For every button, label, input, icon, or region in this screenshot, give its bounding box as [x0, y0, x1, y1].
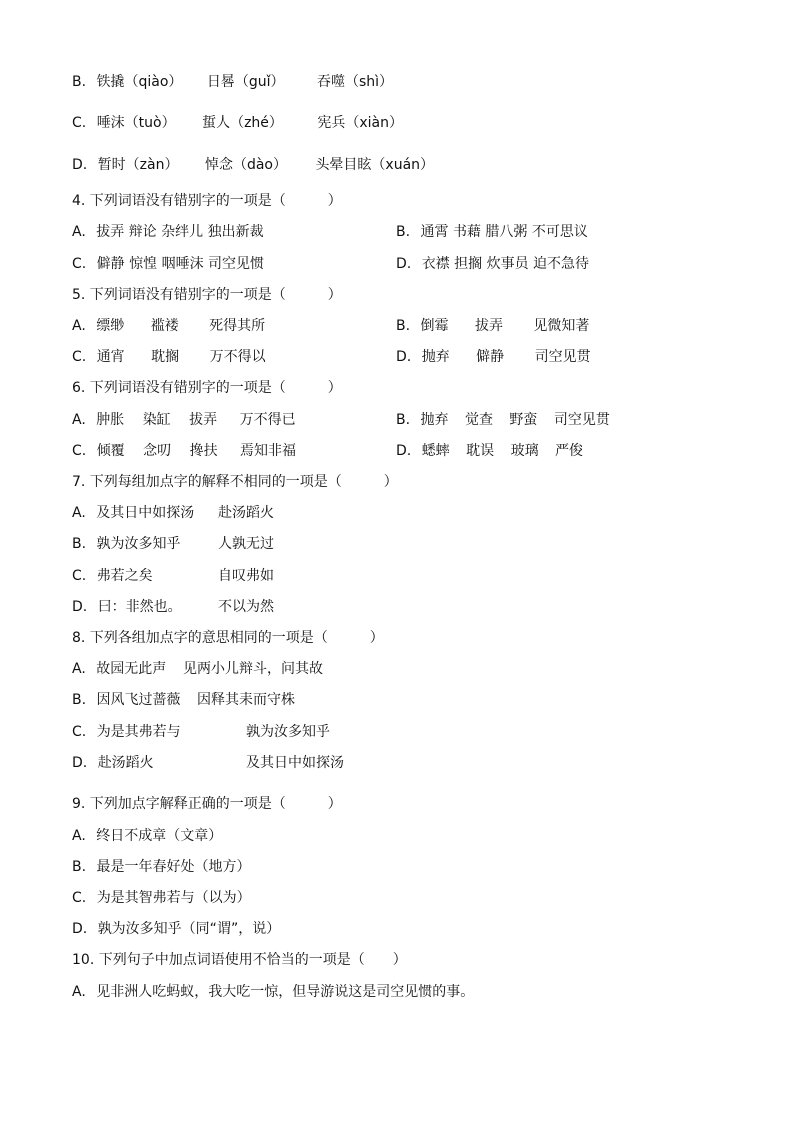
option-item: 通宵	[96, 349, 125, 365]
option-item: 见微知著	[533, 318, 590, 334]
q8-option-b	[72, 690, 181, 710]
question-9-stem: 9. 下列加点字解释正确的一项是（ ）	[72, 796, 342, 812]
option-item: 蟋蟀	[421, 443, 450, 459]
option-label: C.	[72, 724, 87, 740]
question-5-stem: 5. 下列词语没有错别字的一项是（ ）	[72, 287, 342, 303]
option-item: 倒霉	[420, 318, 449, 334]
option-right: 见两小儿辩斗，问其故	[183, 661, 323, 677]
option-item: 严俊	[555, 443, 584, 459]
q9-option-b	[72, 857, 251, 877]
q6-option-a	[72, 410, 296, 430]
option-label: B.	[396, 412, 411, 428]
option-label: C.	[72, 568, 87, 584]
option-label: A.	[72, 828, 86, 844]
q3-option-d	[72, 155, 434, 175]
option-item: 野蛮	[509, 412, 538, 428]
option-text: 拔弄 辩论 杂绊儿 独出新裁	[96, 224, 264, 240]
option-item: 吞噬（shì）	[317, 74, 394, 90]
q9-option-d	[72, 919, 280, 939]
q7-option-d	[72, 597, 182, 617]
option-label: C.	[72, 256, 87, 272]
q8-option-a	[72, 659, 166, 679]
option-text: 为是其智弗若与（以为）	[96, 890, 251, 906]
option-label: A.	[72, 412, 86, 428]
option-right: 赴汤蹈火	[218, 505, 274, 521]
option-item: 蜇人（zhé）	[202, 115, 283, 131]
option-text: 见非洲人吃蚂蚁，我大吃一惊，但导游说这是司空见惯的事。	[96, 984, 475, 1000]
q7-option-b	[72, 534, 181, 554]
option-item: 头晕目眩（xuán）	[315, 157, 435, 173]
option-item: 玻璃	[510, 443, 539, 459]
option-right: 不以为然	[218, 599, 274, 615]
q10-option-a	[72, 982, 474, 1002]
option-right: 自叹弗如	[218, 568, 274, 584]
question-4-stem: 4. 下列词语没有错别字的一项是（ ）	[72, 193, 342, 209]
option-left: 为是其弗若与	[96, 724, 181, 740]
q7-option-a	[72, 503, 194, 523]
q3-option-b	[72, 72, 393, 92]
option-text: 僻静 惊惶 咽唾沫 司空见惯	[96, 256, 265, 272]
q6-option-d	[396, 441, 583, 461]
option-item: 焉知非福	[240, 443, 297, 459]
q4-option-d	[396, 254, 589, 274]
q4-option-a	[72, 222, 264, 242]
option-label: B.	[396, 318, 411, 334]
option-label: D.	[396, 256, 412, 272]
option-item: 僻静	[476, 349, 505, 365]
option-text: 终日不成章（文章）	[96, 828, 223, 844]
option-item: 缥缈	[96, 318, 125, 334]
question-6-stem: 6. 下列词语没有错别字的一项是（ ）	[72, 380, 342, 396]
option-item: 抛弃	[421, 349, 450, 365]
option-left: 及其日中如探汤	[96, 505, 195, 521]
option-label: D.	[396, 443, 412, 459]
option-label: D.	[72, 599, 88, 615]
option-text: 通霄 书藉 腊八粥 不可思议	[420, 224, 588, 240]
option-item: 耽搁	[151, 349, 180, 365]
q5-option-b	[396, 316, 589, 336]
option-left: 故园无此声	[96, 661, 167, 677]
q8-option-c	[72, 722, 181, 742]
q4-option-b	[396, 222, 588, 242]
option-left: 弗若之矣	[96, 568, 153, 584]
q4-option-c	[72, 254, 264, 274]
q5-option-a	[72, 316, 265, 336]
option-label: B.	[72, 536, 87, 552]
q9-option-a	[72, 826, 222, 846]
q5-option-d	[396, 347, 591, 367]
option-label: A.	[72, 318, 86, 334]
q7-option-c	[72, 566, 153, 586]
option-item: 司空见贯	[553, 412, 610, 428]
option-right: 及其日中如探汤	[246, 755, 344, 771]
option-item: 拔弄	[189, 412, 218, 428]
option-text: 最是一年春好处（地方）	[96, 859, 251, 875]
option-label: D.	[72, 921, 88, 937]
option-left: 因风飞过蔷薇	[96, 692, 181, 708]
option-left: 曰：非然也。	[97, 599, 182, 615]
option-item: 暂时（zàn）	[97, 157, 179, 173]
question-8-stem: 8. 下列各组加点字的意思相同的一项是（ ）	[72, 630, 384, 646]
option-item: 抛弃	[420, 412, 449, 428]
option-label: C.	[72, 115, 87, 131]
option-item: 宪兵（xiàn）	[317, 115, 404, 131]
option-item: 悼念（dào）	[204, 157, 287, 173]
option-label: A.	[72, 661, 86, 677]
option-left: 孰为汝多知乎	[96, 536, 181, 552]
option-label: A.	[72, 224, 86, 240]
option-label: A.	[72, 984, 86, 1000]
option-item: 万不得以	[209, 349, 266, 365]
question-10-stem: 10. 下列句子中加点词语使用不恰当的一项是（ ）	[72, 952, 407, 968]
option-label: C.	[72, 349, 87, 365]
option-item: 肿胀	[96, 412, 125, 428]
option-item: 搀扶	[189, 443, 218, 459]
q8-option-d	[72, 753, 154, 773]
option-item: 铁撬（qiào）	[96, 74, 183, 90]
q6-option-c	[72, 441, 296, 461]
option-label: D.	[396, 349, 412, 365]
option-text: 衣襟 担搁 炊事员 迫不急待	[421, 256, 590, 272]
question-7-stem: 7. 下列每组加点字的解释不相同的一项是（ ）	[72, 474, 398, 490]
option-label: B.	[72, 74, 87, 90]
q5-option-c	[72, 347, 266, 367]
option-item: 唾沫（tuò）	[96, 115, 176, 131]
option-label: C.	[72, 443, 87, 459]
option-item: 念叨	[143, 443, 172, 459]
option-item: 褴褛	[150, 318, 179, 334]
q9-option-c	[72, 888, 251, 908]
option-right: 因释其耒而守株	[197, 692, 295, 708]
option-label: B.	[72, 692, 87, 708]
option-right: 孰为汝多知乎	[246, 724, 330, 740]
option-label: D.	[72, 755, 88, 771]
q3-option-c	[72, 113, 403, 133]
option-item: 日晷（guǐ）	[206, 74, 285, 90]
option-label: C.	[72, 890, 87, 906]
option-item: 司空见贯	[534, 349, 591, 365]
option-item: 觉查	[464, 412, 493, 428]
option-label: D.	[72, 157, 88, 173]
option-item: 倾覆	[96, 443, 125, 459]
option-text: 孰为汝多知乎（同“谓”，说）	[97, 921, 281, 937]
option-item: 耽误	[466, 443, 495, 459]
option-item: 拔弄	[474, 318, 503, 334]
option-label: A.	[72, 505, 86, 521]
option-item: 死得其所	[209, 318, 266, 334]
q6-option-b	[396, 410, 610, 430]
option-item: 染缸	[142, 412, 171, 428]
option-label: B.	[72, 859, 87, 875]
option-left: 赴汤蹈火	[97, 755, 154, 771]
option-item: 万不得已	[239, 412, 296, 428]
option-right: 人孰无过	[218, 536, 274, 552]
option-label: B.	[396, 224, 411, 240]
